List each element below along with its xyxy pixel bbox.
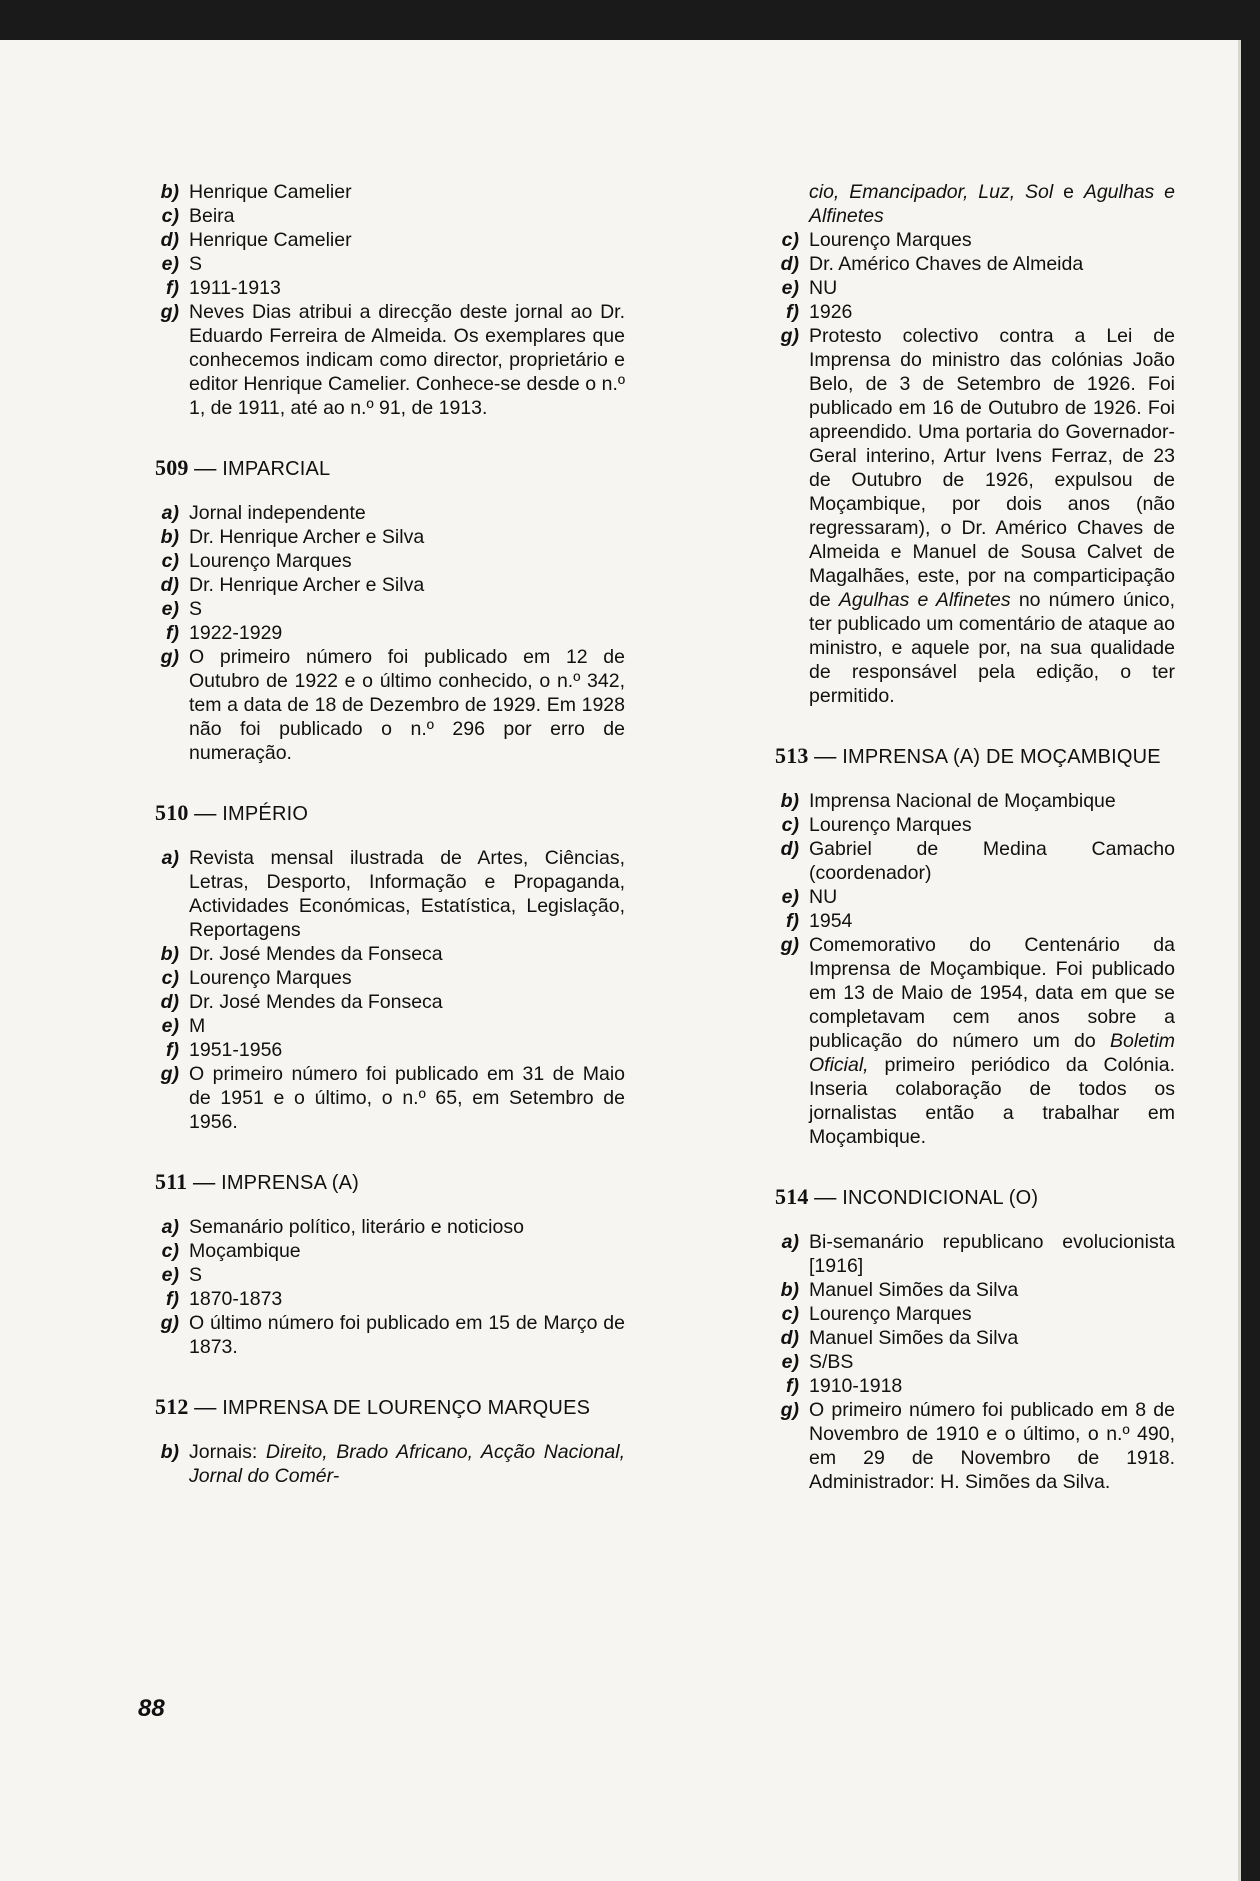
field-text: Semanário político, literário e noticioso <box>189 1216 524 1238</box>
field-g <box>775 933 1175 1149</box>
field-text: Dr. José Mendes da Fonseca <box>189 943 443 965</box>
field-d <box>155 990 625 1014</box>
field-text: 1910-1918 <box>809 1375 903 1397</box>
field-b <box>155 942 625 966</box>
publication-title: Agulhas e Alfinetes <box>838 589 1011 611</box>
field-text: 1951-1956 <box>189 1039 283 1061</box>
text-part: primeiro periódico da Colónia. Inseria colaboração de todos os jornalistas então a trabalhar em Moçambique. <box>809 1054 1175 1148</box>
field-letter: e) <box>781 277 799 299</box>
field-f <box>155 276 625 300</box>
field-text: 1926 <box>809 301 853 323</box>
entry-heading <box>775 1185 1175 1210</box>
field-text: Dr. Henrique Archer e Silva <box>189 574 425 596</box>
field-a <box>155 846 625 942</box>
field-letter: d) <box>160 229 179 251</box>
field-b <box>155 1440 625 1488</box>
field-f <box>155 1038 625 1062</box>
entry-heading <box>155 801 625 826</box>
field-b-cont <box>775 180 1175 228</box>
field-f <box>775 300 1175 324</box>
entry-512 <box>155 1395 625 1488</box>
field-text <box>809 324 1175 708</box>
entry-513 <box>775 744 1175 1149</box>
field-letter: g) <box>160 646 179 668</box>
field-f <box>155 621 625 645</box>
left-column <box>155 180 625 1488</box>
field-text: 1954 <box>809 910 853 932</box>
entry-number: 510 — <box>155 800 217 825</box>
field-g <box>155 1062 625 1134</box>
field-letter: c) <box>781 229 799 251</box>
field-letter: f) <box>166 277 179 299</box>
field-e <box>775 276 1175 300</box>
field-letter: d) <box>780 838 799 860</box>
field-d <box>775 252 1175 276</box>
field-text: Neves Dias atribui a direcção deste jornal ao Dr. Eduardo Ferreira de Almeida. Os exemplares que conhecemos indicam como director, proprietário e editor Henrique Camelier. Conhece-se desde o n.º 1, de 1911, até ao n.º 91, de 1913. <box>189 301 625 419</box>
field-letter: a) <box>781 1231 799 1253</box>
field-d <box>775 1326 1175 1350</box>
field-letter: g) <box>160 1312 179 1334</box>
field-letter: c) <box>161 205 179 227</box>
field-text <box>189 1440 625 1488</box>
field-text: Dr. Henrique Archer e Silva <box>189 526 425 548</box>
field-letter: b) <box>780 1279 799 1301</box>
entry-512-continuation <box>775 180 1175 708</box>
field-c <box>775 1302 1175 1326</box>
field-text: Manuel Simões da Silva <box>809 1327 1019 1349</box>
field-text: Gabriel de Medina Camacho (coordenador) <box>809 838 1175 884</box>
field-text <box>809 933 1175 1149</box>
field-text: Manuel Simões da Silva <box>809 1279 1019 1301</box>
field-g <box>775 1398 1175 1494</box>
field-e <box>155 252 625 276</box>
field-text: Beira <box>189 205 235 227</box>
field-e <box>155 597 625 621</box>
entry-heading <box>155 1395 625 1420</box>
field-letter: d) <box>160 991 179 1013</box>
entry-title: IMPÉRIO <box>222 803 309 825</box>
field-letter: a) <box>161 847 179 869</box>
field-text: Bi-semanário republicano evolucionista [1916] <box>809 1231 1175 1277</box>
field-text: Henrique Camelier <box>189 181 352 203</box>
publication-titles: Agulhas e Alfinetes <box>809 181 1176 227</box>
field-letter: c) <box>161 550 179 572</box>
field-letter: d) <box>160 574 179 596</box>
field-letter: e) <box>161 1015 179 1037</box>
field-c <box>155 204 625 228</box>
field-letter: c) <box>161 967 179 989</box>
field-text: Lourenço Marques <box>189 550 352 572</box>
field-letter: f) <box>786 1375 799 1397</box>
field-f <box>775 1374 1175 1398</box>
field-c <box>775 813 1175 837</box>
field-letter: b) <box>160 1441 179 1463</box>
conjunction: e <box>1063 181 1074 203</box>
field-letter: g) <box>780 934 799 956</box>
field-text: NU <box>809 277 838 299</box>
field-letter: e) <box>781 886 799 908</box>
field-d <box>155 573 625 597</box>
field-b <box>155 180 625 204</box>
field-letter-blank <box>775 180 809 228</box>
field-b <box>775 1278 1175 1302</box>
field-f <box>775 909 1175 933</box>
field-letter: b) <box>780 790 799 812</box>
entry-title: IMPRENSA (A) <box>221 1172 360 1194</box>
field-text: O primeiro número foi publicado em 12 de Outubro de 1922 e o último conhecido, o n.º 342, tem a data de 18 de Dezembro de 1929. Em 1928 não foi publicado o n.º 296 por erro de numeração. <box>189 646 625 764</box>
field-text: S/BS <box>809 1351 854 1373</box>
entry-508-continuation <box>155 180 625 420</box>
page-number: 88 <box>138 1695 165 1722</box>
entry-number: 514 — <box>775 1184 837 1209</box>
field-text: Henrique Camelier <box>189 229 352 251</box>
text-part: Comemorativo do Centenário da Imprensa de Moçambique. Foi publicado em 13 de Maio de 1954, data em que se completavam cem anos sobre a publicação do número um do <box>809 934 1175 1052</box>
field-text: Imprensa Nacional de Moçambique <box>809 790 1116 812</box>
field-e <box>155 1014 625 1038</box>
text-part: Protesto colectivo contra a Lei de Imprensa do ministro das colónias João Belo, de 3 de Setembro de 1926. Foi publicado em 16 de Outubro de 1926. Foi apreendido. Uma portaria do Governador-Geral interino, Artur Ivens Ferraz, de 23 de Outubro de 1926, expulsou de Moçambique, por dois anos (não regressaram), o Dr. Américo Chaves de Almeida e Manuel de Sousa Calvet de Magalhães, este, por na comparticipação de <box>809 325 1175 611</box>
field-letter: b) <box>160 526 179 548</box>
field-c <box>775 228 1175 252</box>
field-letter: f) <box>166 1288 179 1310</box>
field-c <box>155 549 625 573</box>
publication-titles: cio, Emancipador, Luz, Sol <box>809 181 1054 203</box>
field-letter: b) <box>160 181 179 203</box>
field-letter: c) <box>781 1303 799 1325</box>
field-letter: c) <box>781 814 799 836</box>
field-text: O primeiro número foi publicado em 31 de Maio de 1951 e o último, o n.º 65, em Setembro de 1956. <box>189 1063 625 1133</box>
entry-heading <box>155 1170 625 1195</box>
field-letter: f) <box>166 1039 179 1061</box>
field-e <box>775 885 1175 909</box>
entry-title: IMPRENSA DE LOURENÇO MARQUES <box>222 1397 591 1419</box>
field-a <box>775 1230 1175 1278</box>
field-letter: a) <box>161 502 179 524</box>
field-c <box>155 966 625 990</box>
field-g <box>155 300 625 420</box>
field-text: Lourenço Marques <box>809 229 972 251</box>
field-text: 1922-1929 <box>189 622 283 644</box>
field-e <box>775 1350 1175 1374</box>
field-text: Moçambique <box>189 1240 301 1262</box>
publication-title: Boletim Oficial, <box>809 1030 1175 1076</box>
entry-number: 513 — <box>775 743 837 768</box>
field-g <box>155 645 625 765</box>
field-g <box>155 1311 625 1359</box>
field-letter: g) <box>160 1063 179 1085</box>
entry-514 <box>775 1185 1175 1494</box>
field-c <box>155 1239 625 1263</box>
field-letter: g) <box>780 325 799 347</box>
publication-titles: Direito, Brado Africano, Acção Nacional, Jornal do Comér- <box>189 1441 626 1487</box>
field-text: Lourenço Marques <box>189 967 352 989</box>
field-letter: e) <box>161 1264 179 1286</box>
entry-title: IMPRENSA (A) DE MOÇAMBIQUE <box>842 746 1161 768</box>
field-letter: e) <box>161 598 179 620</box>
field-a <box>155 1215 625 1239</box>
field-text: O primeiro número foi publicado em 8 de Novembro de 1910 e o último, o n.º 490, em 29 de Novembro de 1918. Administrador: H. Simões da Silva. <box>809 1399 1175 1493</box>
field-f <box>155 1287 625 1311</box>
field-text: M <box>189 1015 206 1037</box>
field-text: Dr. José Mendes da Fonseca <box>189 991 443 1013</box>
field-text: O último número foi publicado em 15 de Março de 1873. <box>189 1312 625 1358</box>
field-text: NU <box>809 886 838 908</box>
field-letter: e) <box>781 1351 799 1373</box>
field-b <box>155 525 625 549</box>
text-part: no número único, ter publicado um comentário de ataque ao ministro, e aquele por, na sua qualidade de responsável pela edição, o ter permitido. <box>809 589 1176 707</box>
field-text: 1911-1913 <box>189 277 281 299</box>
field-g <box>775 324 1175 708</box>
field-letter: f) <box>786 910 799 932</box>
entry-title: IMPARCIAL <box>222 458 331 480</box>
entry-511 <box>155 1170 625 1359</box>
entry-509 <box>155 456 625 765</box>
field-letter: a) <box>161 1216 179 1238</box>
field-text: S <box>189 1264 203 1286</box>
field-text: Dr. Américo Chaves de Almeida <box>809 253 1084 275</box>
field-letter: b) <box>160 943 179 965</box>
entry-number: 511 — <box>155 1169 216 1194</box>
field-letter: f) <box>786 301 799 323</box>
field-letter: g) <box>780 1399 799 1421</box>
field-letter: f) <box>166 622 179 644</box>
right-column <box>775 180 1175 1494</box>
field-b <box>775 789 1175 813</box>
field-text: S <box>189 253 203 275</box>
field-a <box>155 501 625 525</box>
field-text: Revista mensal ilustrada de Artes, Ciências, Letras, Desporto, Informação e Propaganda, Actividades Económicas, Estatística, Legislação, Reportagens <box>189 847 625 941</box>
entry-title: INCONDICIONAL (O) <box>842 1187 1039 1209</box>
field-letter: e) <box>161 253 179 275</box>
field-letter: d) <box>780 1327 799 1349</box>
field-letter: g) <box>160 301 179 323</box>
field-d <box>775 837 1175 885</box>
field-text: S <box>189 598 203 620</box>
entry-number: 512 — <box>155 1394 217 1419</box>
entry-heading <box>775 744 1175 769</box>
field-d <box>155 228 625 252</box>
entry-heading <box>155 456 625 481</box>
field-letter: c) <box>161 1240 179 1262</box>
field-e <box>155 1263 625 1287</box>
book-page <box>0 40 1241 1881</box>
field-text <box>809 180 1175 228</box>
field-text: 1870-1873 <box>189 1288 283 1310</box>
entry-number: 509 — <box>155 455 217 480</box>
field-letter: d) <box>780 253 799 275</box>
field-text: Lourenço Marques <box>809 814 972 836</box>
field-text: Jornal independente <box>189 502 366 524</box>
entry-510 <box>155 801 625 1134</box>
field-text: Lourenço Marques <box>809 1303 972 1325</box>
field-prefix: Jornais: <box>189 1441 258 1463</box>
